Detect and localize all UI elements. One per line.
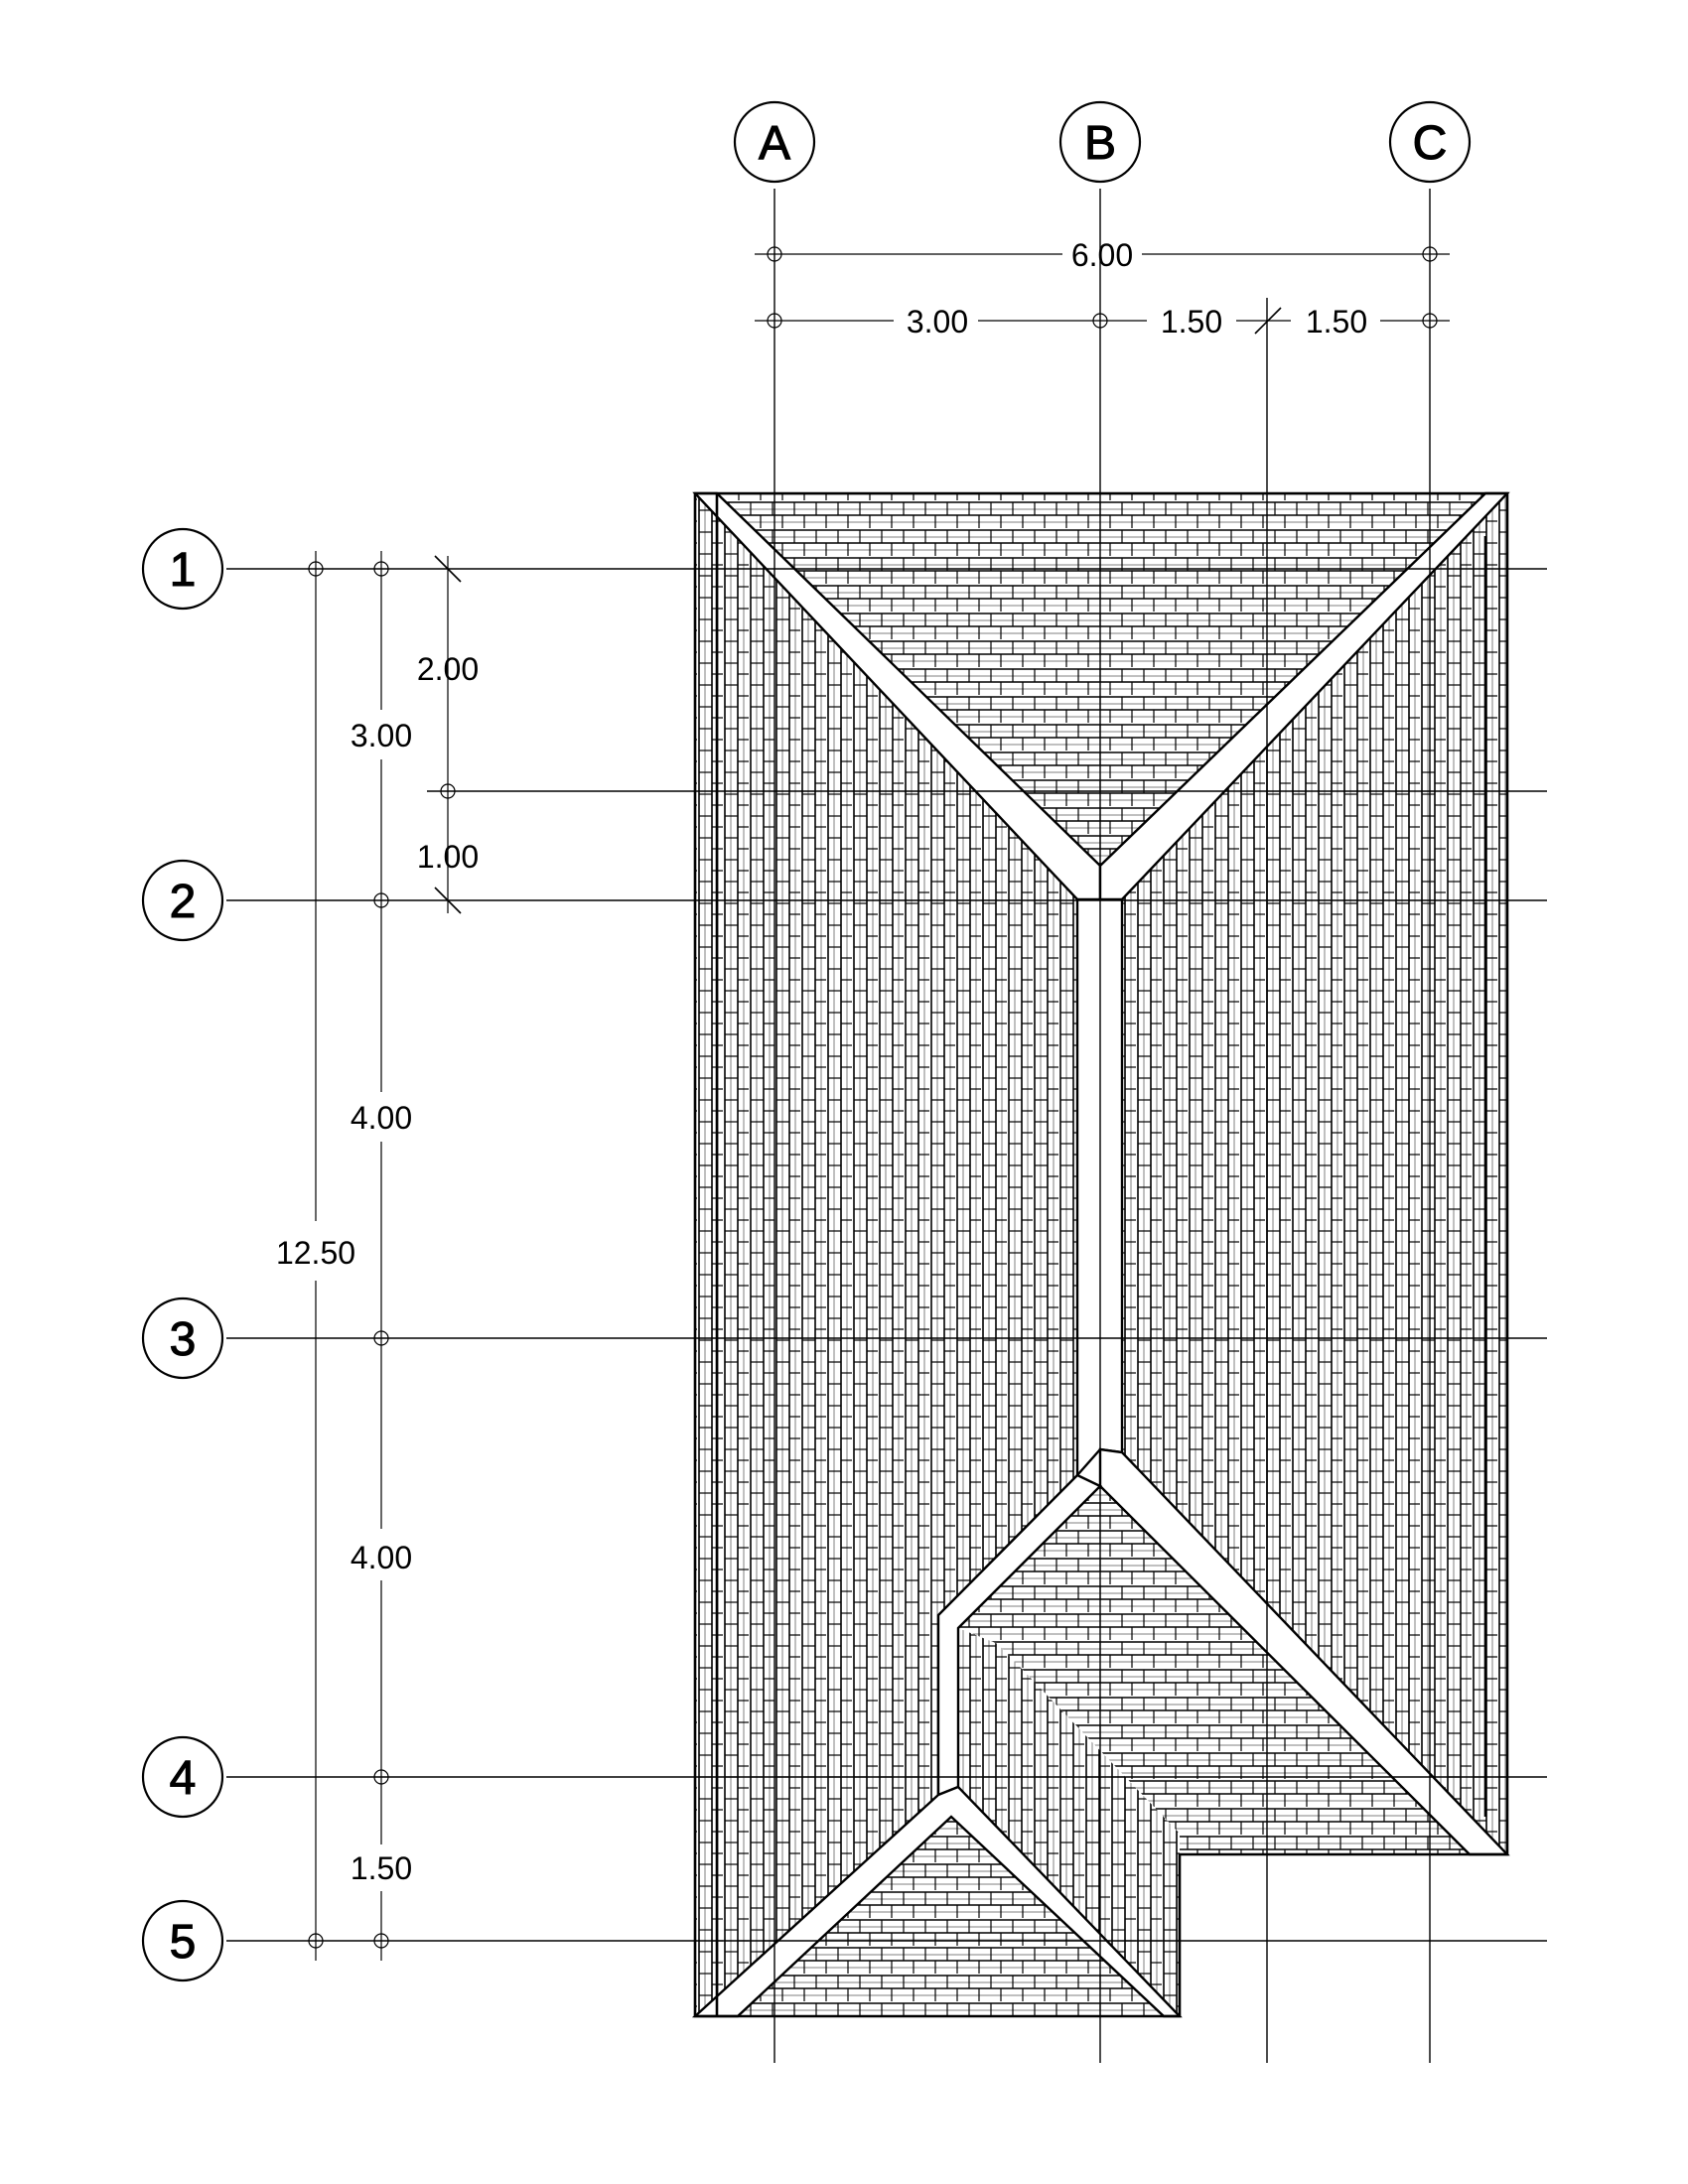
row-label: 5 — [169, 1916, 197, 1969]
dimension-text: 1.00 — [416, 839, 480, 875]
row-marker-3 — [143, 1298, 222, 1378]
dimension-text: 3.00 — [906, 304, 969, 340]
roof — [695, 493, 1507, 2016]
dimension-horizontal-parts — [755, 304, 1450, 340]
dimension-text: 1.50 — [1305, 304, 1368, 340]
dimension-vertical-sub-parts — [417, 556, 479, 913]
dimension-text: 6.00 — [1070, 237, 1134, 273]
column-label: A — [758, 117, 791, 170]
dimension-text: 1.50 — [1160, 304, 1223, 340]
dimension-text: 4.00 — [350, 1540, 413, 1575]
dimension-text: 12.50 — [275, 1235, 356, 1271]
dimension-text: 3.00 — [350, 718, 413, 753]
column-label: B — [1083, 117, 1117, 170]
row-label: 4 — [169, 1752, 197, 1805]
dimension-text: 4.00 — [350, 1100, 413, 1136]
dimension-text: 1.50 — [350, 1850, 413, 1886]
dimension-horizontal-total — [755, 237, 1450, 273]
row-label: 3 — [169, 1313, 197, 1366]
row-label: 2 — [169, 876, 197, 928]
row-marker-5 — [143, 1901, 222, 1980]
row-marker-2 — [143, 861, 222, 940]
column-marker-c — [1390, 102, 1470, 182]
row-marker-1 — [143, 529, 222, 609]
row-marker-4 — [143, 1737, 222, 1817]
column-marker-a — [735, 102, 814, 182]
dimension-vertical-total — [276, 551, 355, 1961]
dimension-text: 2.00 — [416, 651, 480, 687]
dimension-vertical-parts — [351, 551, 412, 1961]
row-label: 1 — [169, 544, 197, 597]
column-label: C — [1412, 117, 1448, 170]
column-marker-b — [1060, 102, 1140, 182]
